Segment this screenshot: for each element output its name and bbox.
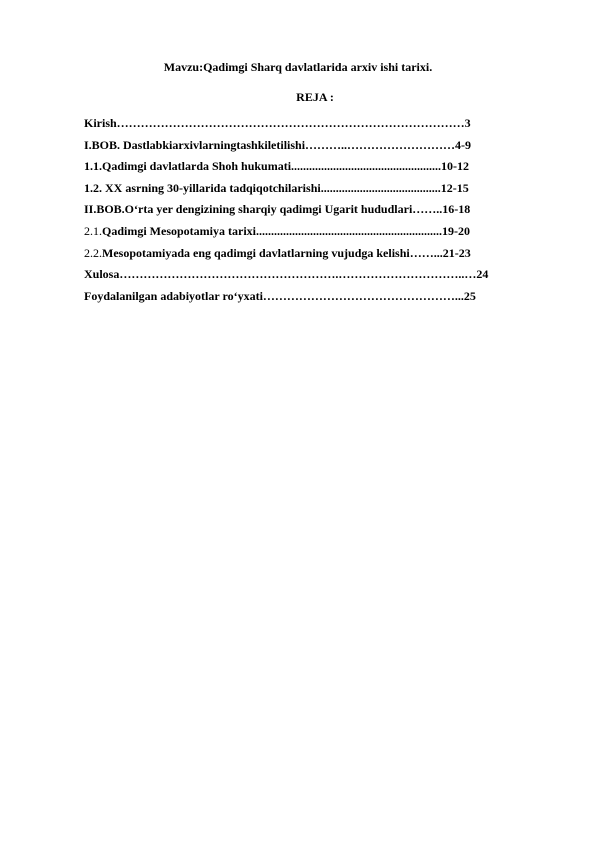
toc-entry-text: Xulosa……………………………………………….…………………………..…24 <box>84 267 489 282</box>
toc-entry-references <box>84 286 488 308</box>
toc-entry-chapter-2 <box>84 199 488 221</box>
toc-entry-chapter-1 <box>84 135 488 157</box>
toc-entry-introduction <box>84 113 488 135</box>
toc-entry-number: 2.1. <box>84 223 102 238</box>
toc-entry-text: Qadimgi Mesopotamiya tarixi..............................................................19-20 <box>102 223 470 238</box>
toc-entry-text: 1.2. XX asrning 30-yillarida tadqiqotchilarishi........................................12-15 <box>84 180 469 195</box>
toc-entry-text: 1.1.Qadimgi davlatlarda Shoh hukumati..................................................10-12 <box>84 159 470 174</box>
toc-entry-text: II.BOB.O‘rta yer dengizining sharqiy qadimgi Ugarit hududlari……..16-18 <box>84 202 471 217</box>
toc-entry-text: Foydalanilgan adabiyotlar ro‘yxati…………………………………………...25 <box>84 288 476 303</box>
toc-entry-text: Kirish……………………………………………………………………………3 <box>84 116 471 130</box>
toc-entry-conclusion <box>84 264 488 286</box>
toc-entry-section-1-1 <box>84 156 488 178</box>
toc-entry-text: I.BOB. Dastlabkiarxivlarningtashkiletilishi………..………………………4-9 <box>84 137 472 152</box>
toc-entry-number: 2.2. <box>84 245 102 260</box>
toc-entry-section-2-1 <box>84 221 488 243</box>
toc-entry-section-1-2 <box>84 178 488 200</box>
plan-heading: REJA : <box>296 90 334 104</box>
toc-entry-text: Mesopotamiyada eng qadimgi davlatlarning vujudga kelishi……...21-23 <box>102 245 471 260</box>
toc-entry-section-2-2 <box>84 243 488 265</box>
table-of-contents <box>84 113 488 307</box>
document-title: Mavzu:Qadimgi Sharq davlatlarida arxiv ishi tarixi. <box>163 60 433 74</box>
